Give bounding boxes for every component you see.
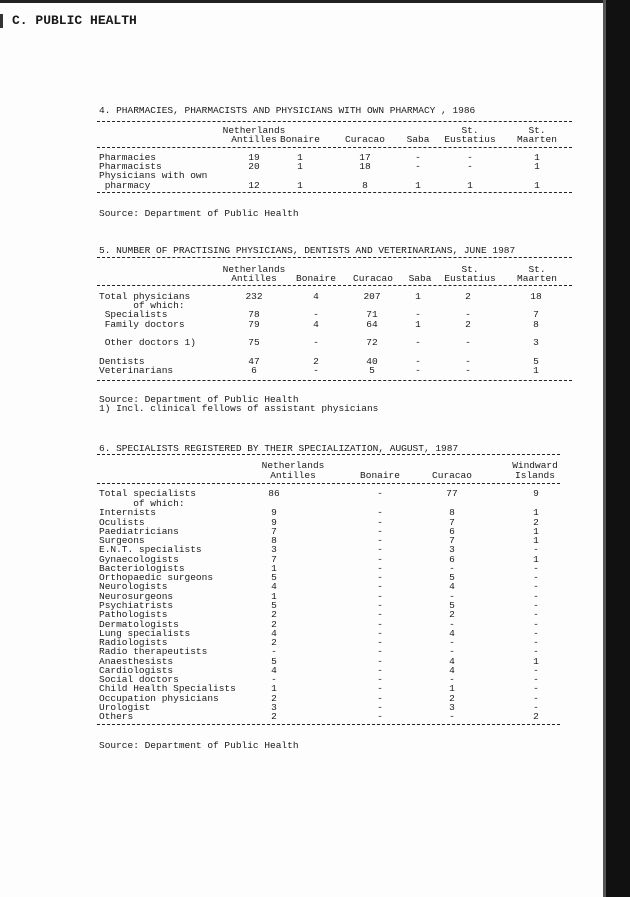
table-cell: 2 [533, 517, 539, 528]
row-label: Internists [99, 507, 157, 518]
table-cell: 3 [271, 702, 277, 713]
table-cell: 1 [271, 683, 277, 694]
table-cell: - [377, 637, 383, 648]
row-label: Pharmacists [99, 161, 162, 172]
table-cell: 4 [449, 656, 455, 667]
table-cell: 1 [534, 180, 540, 191]
table-cell: 1 [415, 319, 421, 330]
table-cell: 18 [359, 161, 371, 172]
table-rule [97, 147, 572, 148]
row-label: Total physicians [99, 291, 191, 302]
table-cell: - [377, 535, 383, 546]
table-cell: - [377, 600, 383, 611]
table-cell: - [533, 702, 539, 713]
table-rule [97, 285, 572, 286]
table-cell: - [533, 600, 539, 611]
row-label: Other doctors 1) [99, 337, 196, 348]
table-cell: - [449, 674, 455, 685]
table-cell: 75 [248, 337, 260, 348]
table-cell: - [313, 337, 319, 348]
table-cell: - [377, 674, 383, 685]
table-cell: 79 [248, 319, 260, 330]
table-cell: 86 [268, 488, 280, 499]
row-label: Gynaecologists [99, 554, 179, 565]
table-cell: - [533, 544, 539, 555]
table-cell: 9 [533, 488, 539, 499]
column-header: Islands [515, 470, 555, 481]
table-cell: - [415, 365, 421, 376]
table-cell: - [377, 683, 383, 694]
table-cell: 5 [449, 572, 455, 583]
table-cell: 5 [271, 600, 277, 611]
table-cell: 2 [271, 619, 277, 630]
table-cell: - [271, 674, 277, 685]
table-cell: 5 [271, 656, 277, 667]
column-header: Antilles [270, 470, 316, 481]
table-cell: - [415, 152, 421, 163]
column-header: Eustatius [444, 273, 496, 284]
table-rule [97, 121, 572, 122]
row-label: Neurologists [99, 581, 168, 592]
table-cell: 6 [449, 554, 455, 565]
table-cell: - [377, 665, 383, 676]
table-cell: 207 [363, 291, 381, 302]
section-title: C. PUBLIC HEALTH [12, 13, 137, 28]
table-cell: 4 [449, 581, 455, 592]
scan-edge-right [606, 0, 630, 897]
table-cell: - [533, 637, 539, 648]
table-cell: 2 [449, 609, 455, 620]
table-cell: 7 [271, 526, 277, 537]
table-cell: - [533, 581, 539, 592]
column-header: Antilles [231, 134, 277, 145]
table-cell: 2 [271, 609, 277, 620]
table-cell: - [533, 609, 539, 620]
table-cell: - [449, 711, 455, 722]
row-label: Pathologists [99, 609, 168, 620]
table-cell: - [377, 517, 383, 528]
table-cell: 1 [534, 161, 540, 172]
table-cell: 40 [366, 356, 378, 367]
table-note: Source: Department of Public Health [99, 394, 299, 405]
row-label: Cardiologists [99, 665, 174, 676]
table-cell: - [377, 619, 383, 630]
table-cell: 7 [449, 517, 455, 528]
table-cell: 8 [533, 319, 539, 330]
table-cell: 5 [533, 356, 539, 367]
table-cell: - [313, 365, 319, 376]
table-cell: - [377, 609, 383, 620]
column-header: St. [461, 125, 479, 136]
row-label: pharmacy [99, 180, 151, 191]
table-cell: - [465, 337, 471, 348]
column-header: Netherlands [222, 125, 286, 136]
table-cell: 5 [271, 572, 277, 583]
column-header: St. [461, 264, 479, 275]
table-cell: 6 [449, 526, 455, 537]
column-header: Saba [408, 273, 432, 284]
table-cell: 7 [449, 535, 455, 546]
table-cell: 71 [366, 309, 378, 320]
row-label: Child Health Specialists [99, 683, 236, 694]
table-cell: - [377, 711, 383, 722]
table-cell: 1 [533, 507, 539, 518]
table-cell: - [377, 693, 383, 704]
column-header: Antilles [231, 273, 277, 284]
row-label: Paediatricians [99, 526, 179, 537]
table-cell: 78 [248, 309, 260, 320]
table-cell: 9 [271, 507, 277, 518]
table-cell: 20 [248, 161, 260, 172]
table-cell: 19 [248, 152, 260, 163]
row-label: Anaesthesists [99, 656, 174, 667]
table-cell: - [533, 628, 539, 639]
table-rule [97, 483, 560, 484]
table-cell: - [377, 544, 383, 555]
table-cell: 3 [449, 544, 455, 555]
table-cell: 47 [248, 356, 260, 367]
column-header: Saba [406, 134, 430, 145]
table-cell: - [533, 563, 539, 574]
table-cell: 2 [533, 711, 539, 722]
table-cell: 1 [533, 526, 539, 537]
table-cell: - [377, 526, 383, 537]
row-label: Dermatologists [99, 619, 179, 630]
table-cell: - [415, 161, 421, 172]
scan-mark-left [0, 14, 3, 28]
table-rule [97, 454, 560, 455]
table-cell: - [271, 646, 277, 657]
table-cell: - [377, 563, 383, 574]
table-note: 1) Incl. clinical fellows of assistant physicians [99, 403, 379, 414]
table-cell: 9 [271, 517, 277, 528]
row-label: Surgeons [99, 535, 145, 546]
table-title: 5. NUMBER OF PRACTISING PHYSICIANS, DENTISTS AND VETERINARIANS, JUNE 1987 [99, 245, 516, 256]
table-rule [97, 192, 572, 193]
column-header: Curacao [353, 273, 393, 284]
row-label: of which: [99, 300, 185, 311]
table-cell: 1 [533, 656, 539, 667]
table-cell: - [449, 591, 455, 602]
row-label: Others [99, 711, 134, 722]
column-header: Bonaire [296, 273, 336, 284]
table-cell: - [377, 572, 383, 583]
column-header: Bonaire [280, 134, 320, 145]
row-label: Family doctors [99, 319, 185, 330]
table-cell: 3 [449, 702, 455, 713]
table-note: Source: Department of Public Health [99, 208, 299, 219]
row-label: Physicians with own [99, 170, 208, 181]
table-cell: 4 [271, 581, 277, 592]
table-cell: 8 [362, 180, 368, 191]
table-cell: 2 [313, 356, 319, 367]
table-title: 4. PHARMACIES, PHARMACISTS AND PHYSICIANS WITH OWN PHARMACY , 1986 [99, 105, 476, 116]
column-header: Windward [512, 460, 558, 471]
row-label: Bacteriologists [99, 563, 185, 574]
column-header: Bonaire [360, 470, 400, 481]
row-label: Total specialists [99, 488, 196, 499]
table-cell: 7 [533, 309, 539, 320]
table-cell: 5 [449, 600, 455, 611]
table-rule [97, 257, 572, 258]
table-rule [97, 380, 572, 381]
table-cell: 72 [366, 337, 378, 348]
row-label: Specialists [99, 309, 168, 320]
table-cell: 3 [271, 544, 277, 555]
table-cell: - [415, 309, 421, 320]
row-label: Social doctors [99, 674, 179, 685]
table-cell: - [533, 619, 539, 630]
table-cell: - [533, 646, 539, 657]
column-header: Curacao [432, 470, 472, 481]
row-label: Dentists [99, 356, 145, 367]
table-cell: - [533, 693, 539, 704]
table-cell: - [449, 646, 455, 657]
table-cell: 2 [271, 693, 277, 704]
table-cell: - [377, 488, 383, 499]
column-header: Maarten [517, 134, 557, 145]
table-cell: 64 [366, 319, 378, 330]
column-header: Maarten [517, 273, 557, 284]
table-cell: - [465, 356, 471, 367]
table-cell: - [377, 702, 383, 713]
table-cell: 2 [271, 711, 277, 722]
table-cell: - [533, 665, 539, 676]
table-cell: 5 [369, 365, 375, 376]
column-header: Netherlands [261, 460, 325, 471]
table-cell: 18 [530, 291, 542, 302]
column-header: Eustatius [444, 134, 496, 145]
column-header: Netherlands [222, 264, 286, 275]
table-cell: 2 [271, 637, 277, 648]
row-label: Oculists [99, 517, 145, 528]
table-cell: 17 [359, 152, 371, 163]
table-cell: - [377, 656, 383, 667]
table-cell: - [313, 309, 319, 320]
table-cell: 1 [297, 161, 303, 172]
table-cell: - [449, 637, 455, 648]
table-cell: 6 [251, 365, 257, 376]
table-cell: - [467, 152, 473, 163]
table-note: Source: Department of Public Health [99, 740, 299, 751]
table-cell: - [533, 674, 539, 685]
table-cell: - [377, 628, 383, 639]
table-cell: - [377, 554, 383, 565]
table-cell: 8 [271, 535, 277, 546]
column-header: Curacao [345, 134, 385, 145]
row-label: Orthopaedic surgeons [99, 572, 214, 583]
table-cell: 4 [271, 628, 277, 639]
table-cell: 1 [415, 291, 421, 302]
table-cell: 1 [297, 180, 303, 191]
table-cell: - [449, 619, 455, 630]
table-cell: 4 [449, 665, 455, 676]
table-cell: 4 [449, 628, 455, 639]
table-cell: 12 [248, 180, 260, 191]
table-cell: - [415, 356, 421, 367]
table-cell: - [415, 337, 421, 348]
table-cell: 1 [467, 180, 473, 191]
table-cell: 3 [533, 337, 539, 348]
table-cell: - [465, 309, 471, 320]
table-cell: 1 [271, 563, 277, 574]
table-cell: 1 [297, 152, 303, 163]
table-cell: - [377, 581, 383, 592]
row-label: Radiologists [99, 637, 168, 648]
row-label: Radio therapeutists [99, 646, 208, 657]
row-label: Psychiatrists [99, 600, 174, 611]
table-cell: 1 [533, 365, 539, 376]
table-cell: - [377, 646, 383, 657]
table-cell: - [467, 161, 473, 172]
column-header: St. [528, 125, 546, 136]
table-cell: 1 [449, 683, 455, 694]
table-cell: 2 [465, 319, 471, 330]
row-label: Veterinarians [99, 365, 174, 376]
row-label: E.N.T. specialists [99, 544, 202, 555]
table-cell: - [465, 365, 471, 376]
column-header: St. [528, 264, 546, 275]
table-cell: 1 [533, 554, 539, 565]
row-label: Urologist [99, 702, 151, 713]
table-cell: - [377, 591, 383, 602]
table-cell: - [449, 563, 455, 574]
table-cell: 2 [449, 693, 455, 704]
table-cell: 2 [465, 291, 471, 302]
scan-edge-top [0, 0, 630, 3]
table-cell: 1 [534, 152, 540, 163]
table-cell: 7 [271, 554, 277, 565]
table-cell: 1 [533, 535, 539, 546]
table-cell: 1 [415, 180, 421, 191]
table-cell: 77 [446, 488, 458, 499]
table-cell: - [533, 572, 539, 583]
row-label: Pharmacies [99, 152, 157, 163]
table-cell: 232 [245, 291, 263, 302]
row-label: Lung specialists [99, 628, 191, 639]
row-label: of which: [99, 498, 185, 509]
table-cell: 1 [271, 591, 277, 602]
table-rule [97, 724, 560, 725]
row-label: Occupation physicians [99, 693, 219, 704]
row-label: Neurosurgeons [99, 591, 174, 602]
table-cell: 4 [313, 319, 319, 330]
table-cell: 4 [271, 665, 277, 676]
table-title: 6. SPECIALISTS REGISTERED BY THEIR SPECIALIZATION, AUGUST, 1987 [99, 443, 459, 454]
table-cell: 4 [313, 291, 319, 302]
table-cell: - [533, 683, 539, 694]
table-cell: - [533, 591, 539, 602]
table-cell: 8 [449, 507, 455, 518]
table-cell: - [377, 507, 383, 518]
